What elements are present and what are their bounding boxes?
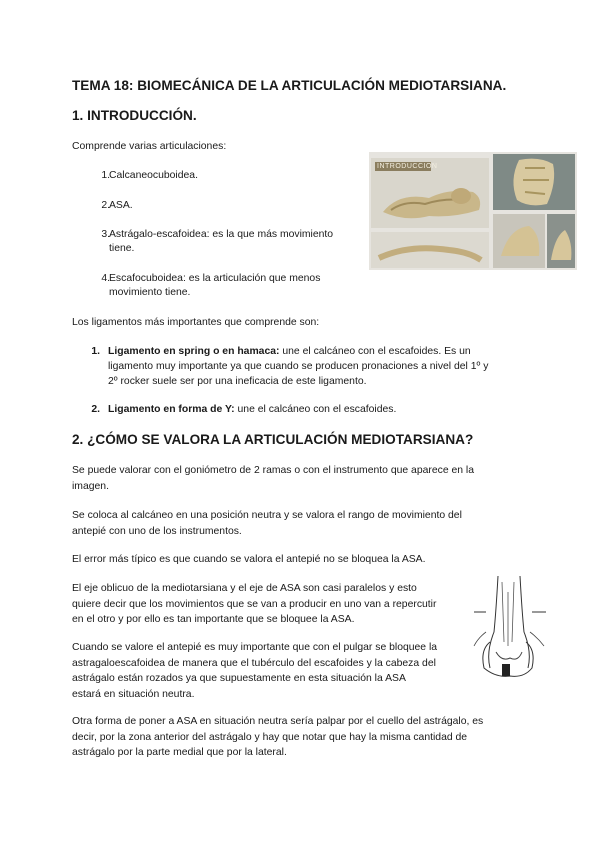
paragraph-line: Se puede valorar con el goniómetro de 2 ramas o con el instrumento que aparece en la bbox=[72, 465, 475, 476]
paragraph-line: estará en situación neutra. bbox=[72, 688, 195, 700]
list-number: 1. bbox=[101, 170, 110, 181]
paragraph-line: imagen. bbox=[72, 480, 109, 492]
list-item bbox=[80, 344, 520, 392]
list-number: 4. bbox=[101, 273, 110, 284]
list-text: Astrágalo-escafoidea: es la que más movimiento bbox=[109, 229, 334, 240]
paragraph-line: astrágalo por la parte medial que por la lateral. bbox=[72, 747, 287, 759]
list-text: movimiento tiene. bbox=[109, 287, 191, 298]
ligament-description: une el calcáneo con el escafoides. Es un bbox=[279, 346, 471, 357]
list-number: 3. bbox=[101, 229, 110, 240]
image-caption-label: INTRODUCCION bbox=[377, 163, 438, 170]
paragraph-line: astrágalo están rozados ya que supuestamente en esta situación la ASA bbox=[72, 673, 406, 685]
paragraph bbox=[72, 552, 512, 568]
ligament-name: Ligamento en forma de Y: bbox=[108, 404, 235, 415]
section-2-heading: 2. ¿CÓMO SE VALORA LA ARTICULACIÓN MEDIOTARSIANA? bbox=[72, 432, 474, 447]
foot-anatomy-figure bbox=[369, 152, 577, 270]
list-text: Calcaneocuboidea. bbox=[109, 170, 198, 181]
list-text: tiene. bbox=[109, 243, 135, 254]
paragraph-line: Otra forma de poner a ASA en situación neutra sería palpar por el cuello del astrágalo, es bbox=[72, 716, 484, 727]
paragraph bbox=[72, 508, 512, 539]
paragraph bbox=[72, 581, 472, 628]
paragraph bbox=[72, 463, 512, 494]
ligaments-intro: Los ligamentos más importantes que comprende son: bbox=[72, 317, 320, 328]
ligament-description: ligamento muy importante ya que cuando se producen pronaciones a nivel del 1º y bbox=[108, 361, 489, 372]
paragraph-line: decir, por la zona anterior del astrágalo y hay que notar que hay la misma cantidad de bbox=[72, 731, 468, 743]
ligament-description: 2º rocker suele ser por una ineficacia de este ligamento. bbox=[108, 376, 367, 387]
foot-sketch-image bbox=[466, 572, 552, 680]
list-text: Escafocuboidea: es la articulación que menos bbox=[109, 273, 321, 284]
list-number: 1. bbox=[91, 346, 100, 357]
section-1-heading: 1. INTRODUCCIÓN. bbox=[72, 108, 197, 123]
list-item bbox=[90, 227, 360, 259]
intro-paragraph: Comprende varias articulaciones: bbox=[72, 141, 227, 152]
list-item bbox=[90, 271, 360, 303]
paragraph-line: El error más típico es que cuando se valora el antepié no se bloquea la ASA. bbox=[72, 554, 426, 565]
foot-sketch-figure bbox=[466, 572, 552, 680]
paragraph-line: astragaloescafoidea de manera que el tubérculo del escafoides y la cabeza del bbox=[72, 657, 436, 669]
list-text: ASA. bbox=[109, 200, 133, 211]
ligament-description: une el calcáneo con el escafoides. bbox=[234, 404, 397, 415]
paragraph-line: Cuando se valore el antepié es muy importante que con el pulgar se bloquee la bbox=[72, 642, 438, 653]
paragraph-line: en el otro y por ello es tan importante que se bloquee la ASA. bbox=[72, 614, 355, 626]
paragraph-line: Se coloca al calcáneo en una posición neutra y se valora el rango de movimiento del bbox=[72, 510, 462, 521]
paragraph bbox=[72, 640, 472, 702]
paragraph-line: quiere decir que los movimientos que se van a producir en uno van a repercutir bbox=[72, 598, 437, 610]
list-number: 2. bbox=[101, 200, 110, 211]
paragraph-line: El eje oblicuo de la mediotarsiana y el eje de ASA son casi paralelos y esto bbox=[72, 583, 417, 594]
document-title: TEMA 18: BIOMECÁNICA DE LA ARTICULACIÓN MEDIOTARSIANA. bbox=[72, 78, 507, 93]
ligament-name: Ligamento en spring o en hamaca: bbox=[108, 346, 280, 357]
list-number: 2. bbox=[91, 404, 100, 415]
paragraph-line: antepié con uno de los instrumentos. bbox=[72, 525, 242, 537]
paragraph bbox=[72, 714, 532, 761]
